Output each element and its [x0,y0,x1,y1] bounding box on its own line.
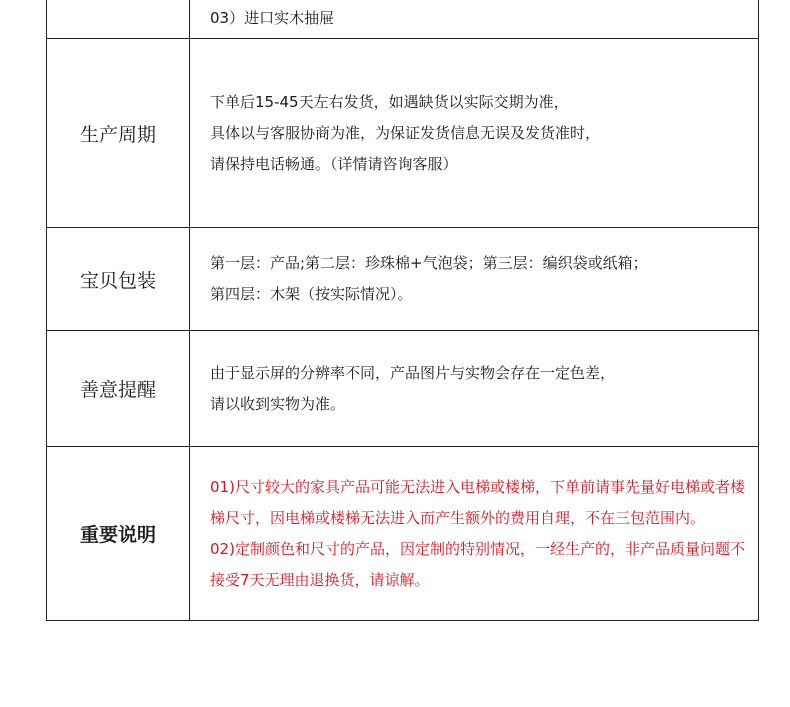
table-row-friendly-reminder [47,331,759,447]
packaging-content [190,228,759,331]
friendly-reminder-line-1: 由于显示屏的分辨率不同，产品图片与实物会存在一定色差， [210,363,616,382]
important-notes-label: 重要说明 [47,447,190,621]
production-period-content [190,39,759,228]
drawer-note-cell [190,0,759,39]
table-row-packaging [47,228,759,331]
production-period-line-1: 下单后15-45天左右发货，如遇缺货以实际交期为准， [210,92,569,111]
table-row-important-notes [47,447,759,621]
important-note-1: 01)尺寸较大的家具产品可能无法进入电梯或楼梯，下单前请事先量好电梯或者楼梯尺寸，因电梯或楼梯无法进入而产生额外的费用自理，不在三包范围内。 [210,477,745,527]
important-note-2: 02)定制颜色和尺寸的产品，因定制的特别情况，一经生产的，非产品质量问题不接受7天无理由退换货，请谅解。 [210,539,745,589]
table-row-top [47,0,759,39]
production-period-line-2: 具体以与客服协商为准，为保证发货信息无误及发货准时， [210,123,601,142]
packaging-label: 宝贝包装 [47,228,190,331]
friendly-reminder-content [190,331,759,447]
important-notes-content [190,447,759,621]
table-row-production-period [47,39,759,228]
production-period-line-3: 请保持电话畅通。（详情请咨询客服） [210,154,458,173]
friendly-reminder-label: 善意提醒 [47,331,190,447]
production-period-label: 生产周期 [47,39,190,228]
drawer-note-text: 03）进口实木抽屉 [210,9,335,27]
packaging-line-2: 第四层：木架（按实际情况）。 [210,285,413,303]
packaging-line-1: 第一层：产品;第二层：珍珠棉+气泡袋；第三层：编织袋或纸箱； [210,254,648,272]
friendly-reminder-line-2: 请以收到实物为准。 [210,394,346,413]
empty-label-cell [47,0,190,39]
product-info-table [46,0,759,621]
